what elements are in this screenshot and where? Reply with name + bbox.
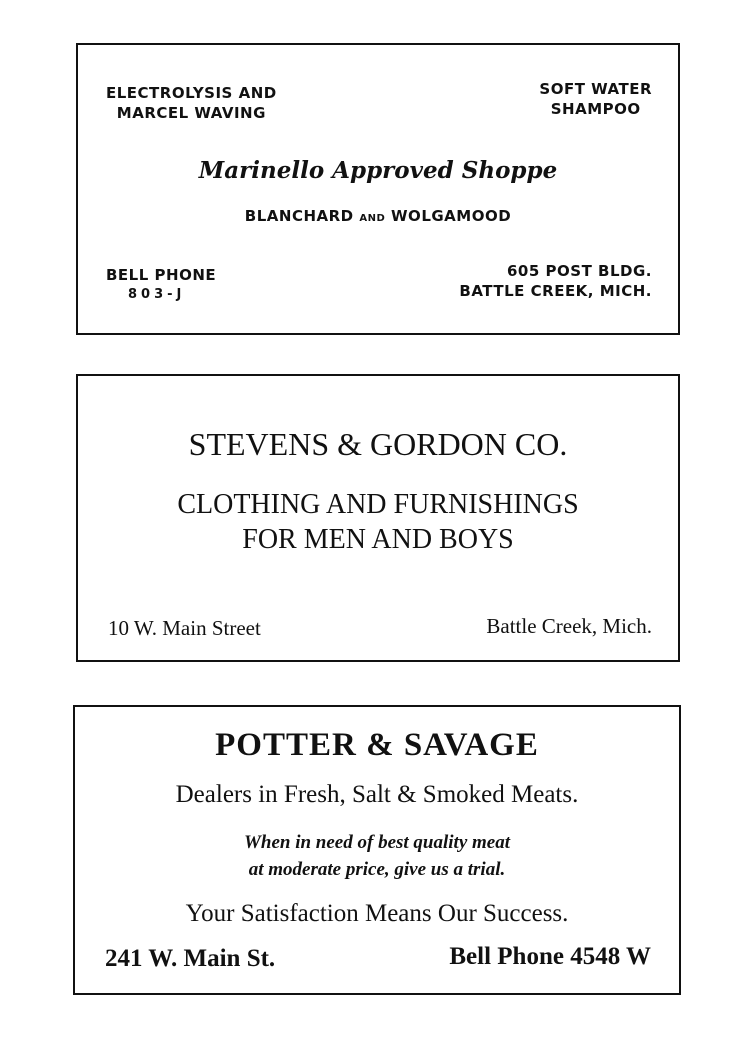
owners	[78, 207, 678, 225]
tagline: Dealers in Fresh, Salt & Smoked Meats.	[175, 781, 579, 808]
owner-b: WOLGAMOOD	[391, 207, 512, 225]
shop-name: Marinello Approved Shoppe	[198, 157, 558, 184]
slogan-line2: at moderate price, give us a trial.	[248, 859, 506, 880]
description-line2: FOR MEN AND BOYS	[242, 524, 514, 555]
phone-label: BELL PHONE	[106, 266, 217, 284]
company-description	[78, 487, 678, 557]
marinello-shoppe-ad-card	[76, 43, 680, 335]
street-address: 10 W. Main Street	[108, 616, 261, 640]
address-block	[459, 261, 652, 301]
potter-savage-ad-card	[73, 705, 681, 995]
phone: Bell Phone 4548 W	[449, 943, 651, 970]
slogan-line1: When in need of best quality meat	[244, 832, 510, 853]
address-line2: BATTLE CREEK, MICH.	[459, 282, 652, 300]
services-left	[106, 83, 277, 123]
phone-block	[106, 265, 216, 305]
street-address: 241 W. Main St.	[105, 945, 276, 972]
services-left-line2: MARCEL WAVING	[116, 104, 266, 122]
services-right-line2: SHAMPOO	[550, 100, 641, 118]
company-name: POTTER & SAVAGE	[215, 727, 539, 763]
slogan	[75, 829, 679, 883]
city: Battle Creek, Mich.	[486, 614, 652, 638]
company-name: STEVENS & GORDON CO.	[188, 426, 568, 462]
promise: Your Satisfaction Means Our Success.	[185, 900, 569, 927]
services-right	[539, 79, 652, 119]
stevens-gordon-ad-card	[76, 374, 680, 662]
services-left-line1: ELECTROLYSIS AND	[106, 84, 277, 102]
services-right-line1: SOFT WATER	[539, 80, 652, 98]
owners-and: AND	[359, 213, 386, 224]
description-line1: CLOTHING AND FURNISHINGS	[177, 489, 579, 520]
address-line1: 605 POST BLDG.	[507, 262, 652, 280]
owner-a: BLANCHARD	[244, 207, 354, 225]
phone-number: 803-J	[128, 287, 186, 302]
